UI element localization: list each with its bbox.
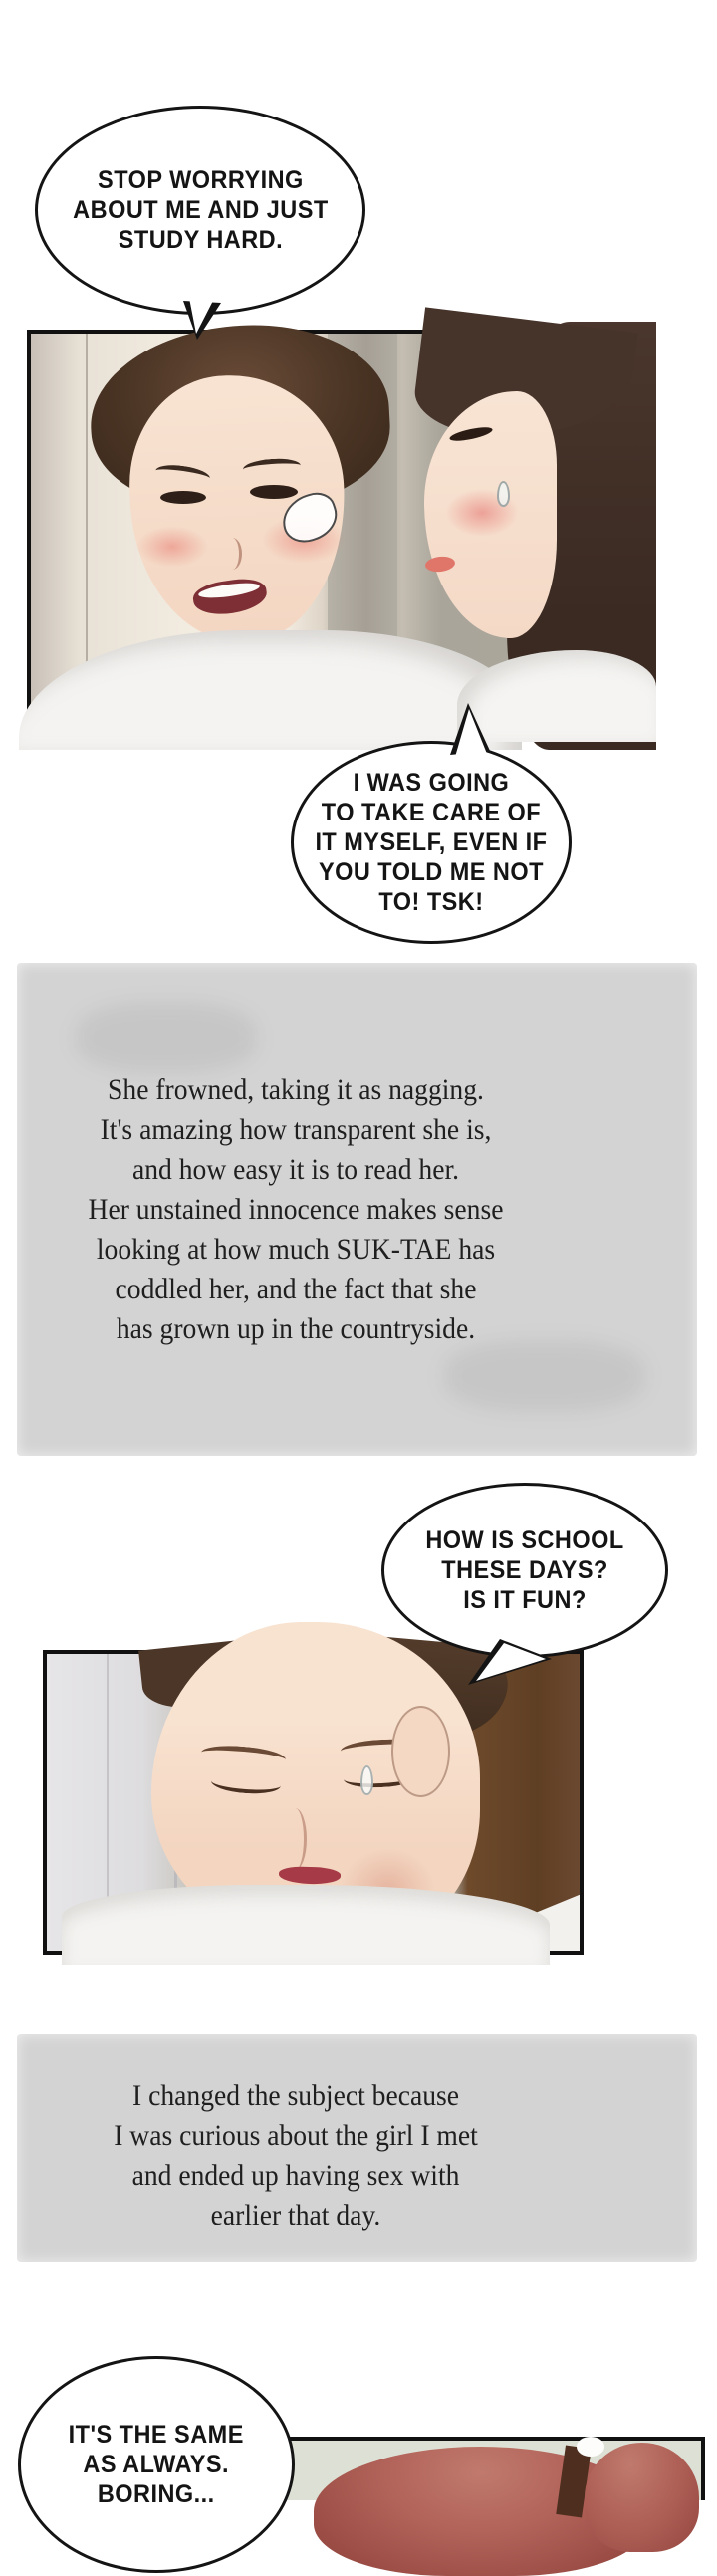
man-right-eye — [250, 485, 298, 499]
comic-panel-3 — [282, 2437, 705, 2500]
man2-white-shirt — [62, 1885, 550, 1965]
narration-box-1 — [17, 963, 697, 1456]
narration1-smudge-2 — [445, 1341, 644, 1411]
speech-bubble-4 — [18, 2356, 295, 2573]
man-nose — [223, 538, 242, 570]
narration-2-text: I changed the subject because I was curious about the girl I met and ended up having sex with earlier that day. — [114, 2079, 478, 2231]
comic-panel-1 — [27, 330, 655, 742]
man2-ear — [391, 1706, 450, 1797]
speech-bubble-4-text: IT'S THE SAME AS ALWAYS. BORING... — [68, 2421, 245, 2508]
speech-bubble-1-text: STOP WORRYING ABOUT ME AND JUST STUDY HARD. — [72, 166, 329, 254]
speech-bubble-3 — [381, 1483, 668, 1658]
man-blush-left — [136, 526, 208, 568]
speech-bubble-3-tail — [460, 1635, 560, 1687]
comic-panel-2 — [43, 1650, 584, 1955]
man2-sweat-drop — [360, 1765, 373, 1795]
man2-nose — [284, 1808, 307, 1870]
man-left-eye — [160, 491, 206, 504]
speech-bubble-2 — [291, 741, 572, 944]
woman-sweat-drop — [497, 481, 510, 507]
speech-bubble-1-tail — [177, 293, 229, 341]
auburn-hair-right — [585, 2443, 699, 2552]
narration1-smudge — [77, 1003, 256, 1072]
hair-highlight — [577, 2437, 604, 2457]
speech-bubble-1 — [35, 106, 365, 315]
narration-1-text: She frowned, taking it as nagging. It's amazing how transparent she is, and how easy it is to read her. Her unstained innocence makes sense looking at how much SUK-TAE has coddled her, and the fact that she has grown up in the countryside. — [88, 1073, 504, 1345]
narration-box-2 — [17, 2034, 697, 2262]
speech-bubble-2-text: I WAS GOING TO TAKE CARE OF IT MYSELF, EVEN IF YOU TOLD ME NOT TO! TSK! — [315, 769, 548, 916]
speech-bubble-2-tail — [442, 701, 498, 757]
speech-bubble-3-text: HOW IS SCHOOL THESE DAYS? IS IT FUN? — [425, 1526, 624, 1614]
